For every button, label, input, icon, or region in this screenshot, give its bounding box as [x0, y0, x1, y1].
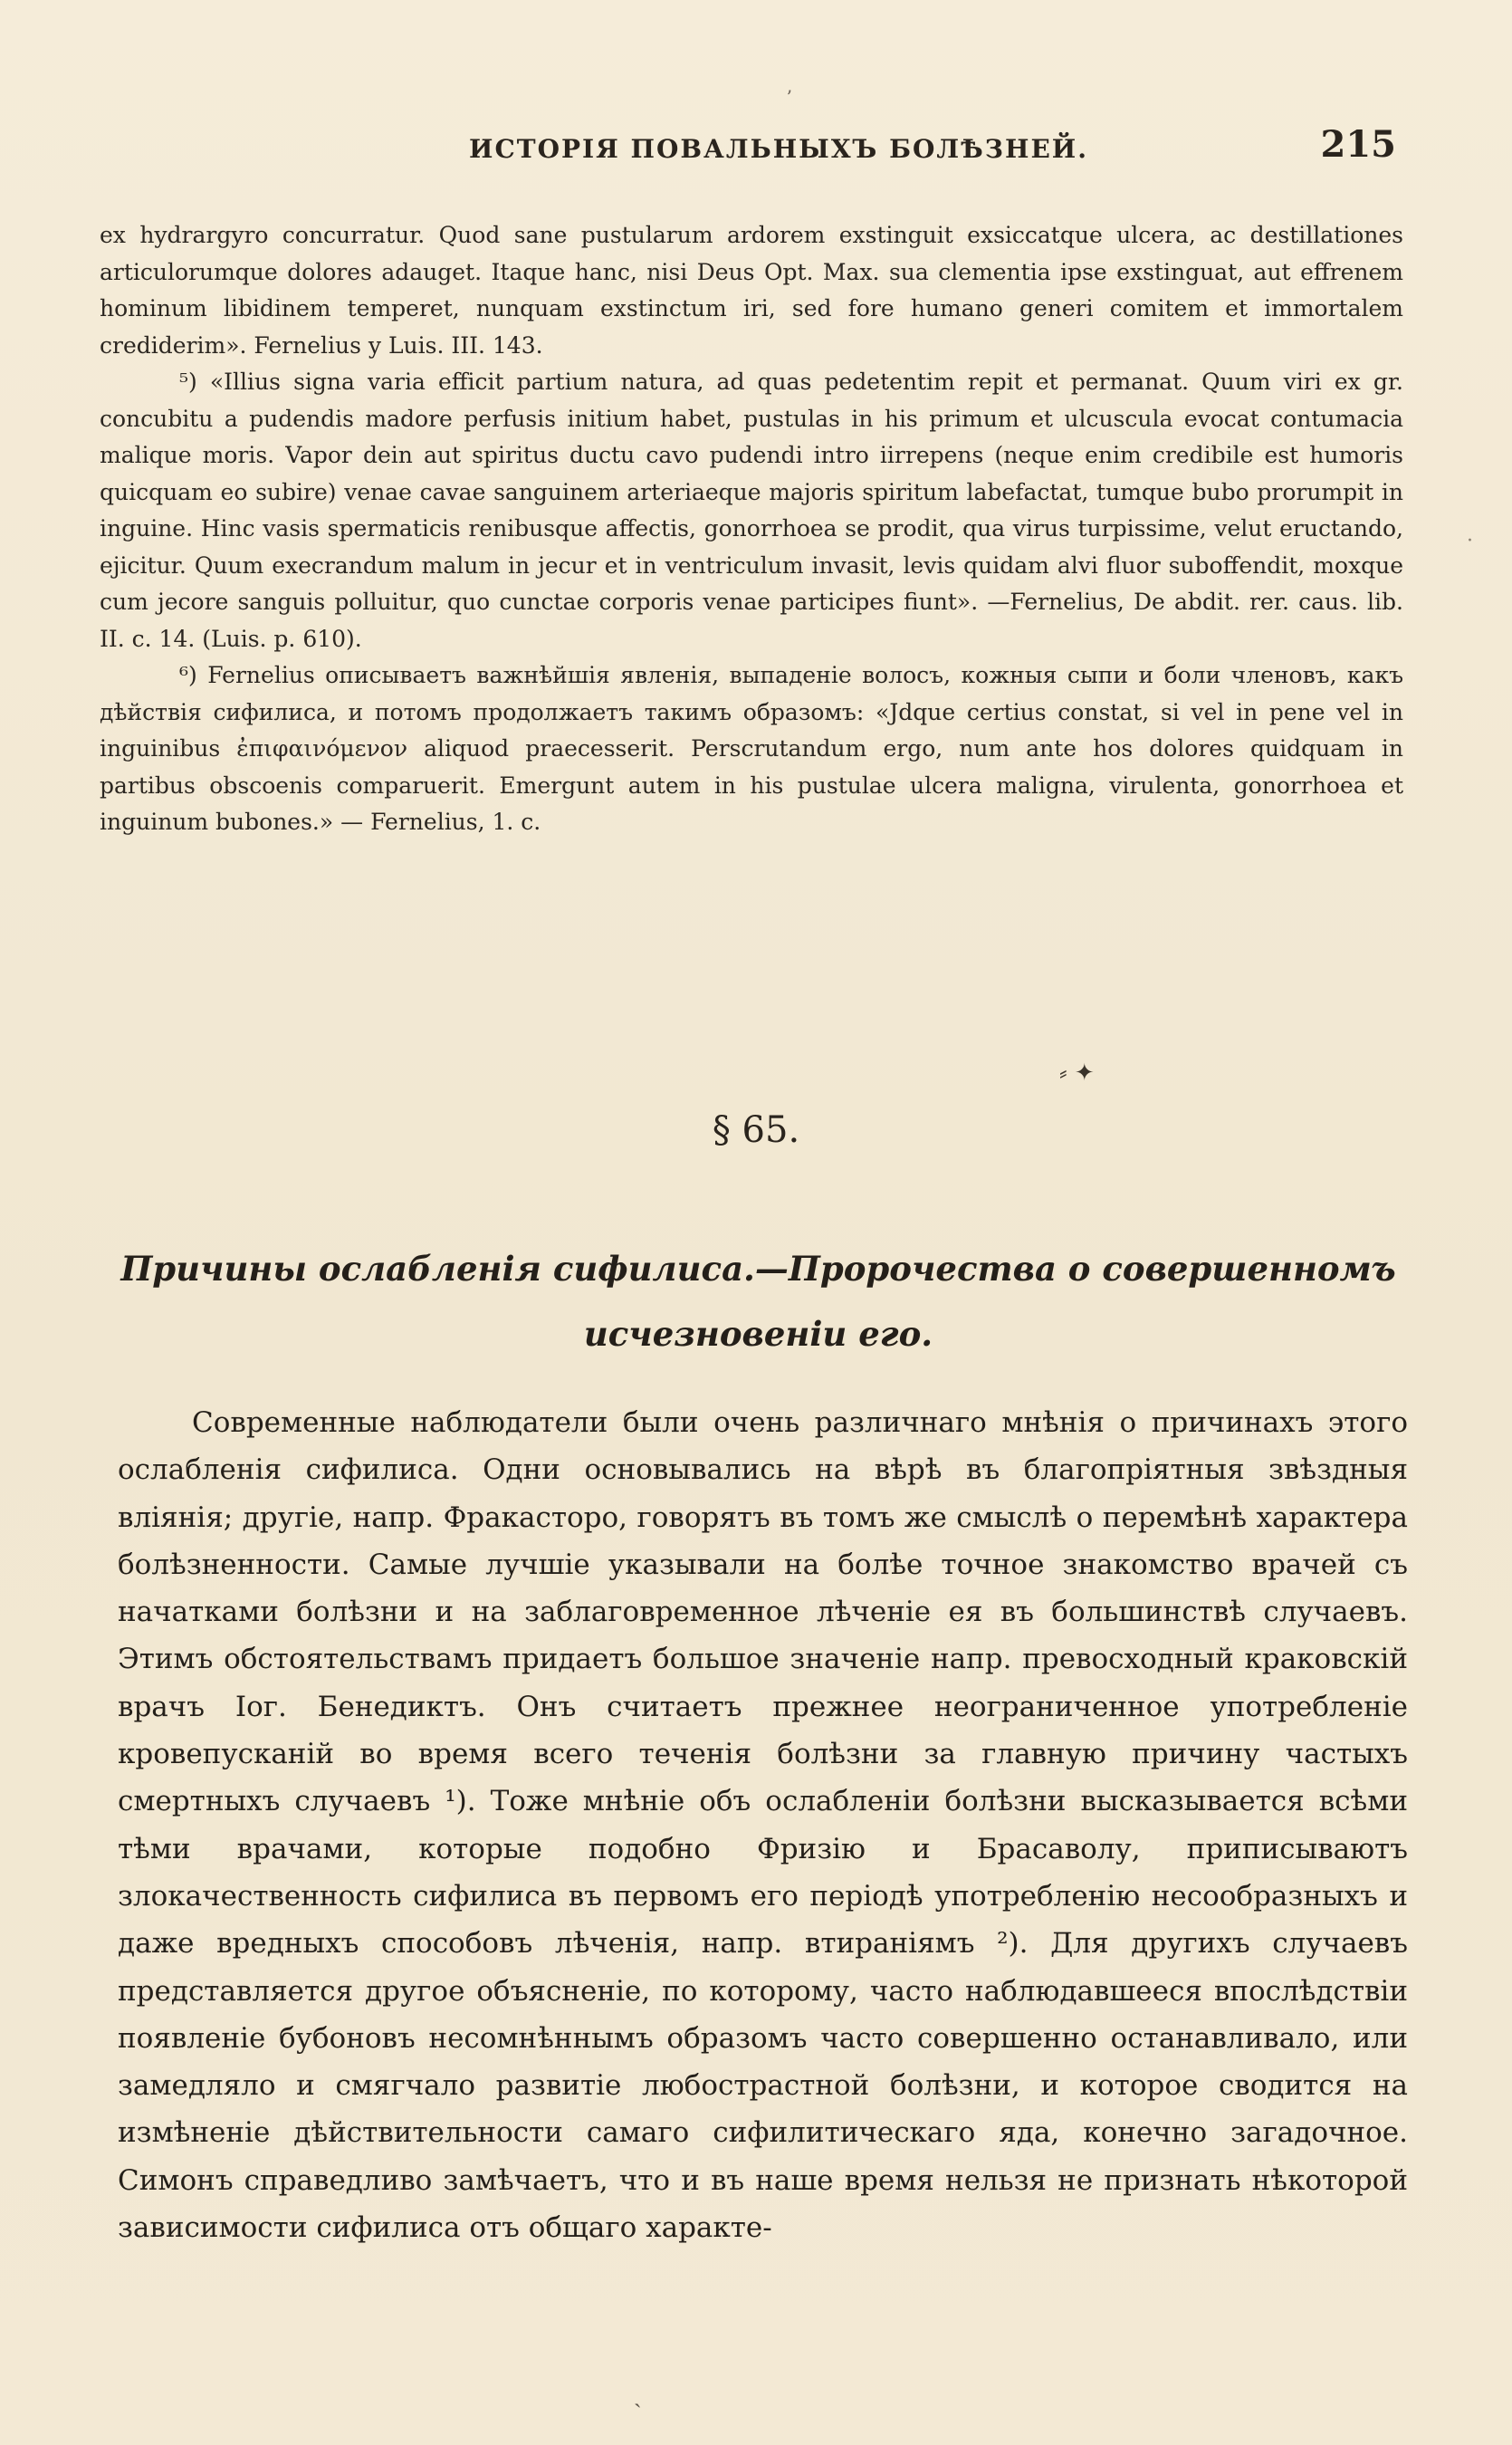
body-text: [118, 1399, 1408, 2251]
ink-tick: ʼ: [786, 86, 792, 108]
section-title: Причины ослабленія сифилиса.—Пророчества о совершенномъ исчезновеніи его.: [120, 1249, 1396, 1354]
ink-mark: ˎ: [634, 2382, 642, 2409]
footnote-6: ⁶) Fernelius описываетъ важнѣйшія явленія, выпаденіе волосъ, кожныя сыпи и боли членовъ, какъ дѣйствія сифилиса, и потомъ продолжаетъ такимъ образомъ: «Jdque certius constat, si vel in pene vel in inguinibus ἐπιφαινόμενον aliquod praecesserit. Perscrutandum ergo, num ante hos dolores quidquam in partibus obscoenis comparuerit. Emergunt autem in his pustulae ulcera maligna, virulenta, gonorrhoea et inguinum bubones.» — Fernelius, 1. c.: [100, 662, 1403, 835]
body-paragraph: Современные наблюдатели были очень различнаго мнѣнія о причинахъ этого ослабленія сифилиса. Одни основывались на вѣрѣ въ благопріятныя звѣздныя вліянія; другіе, напр. Фракасторо, говорятъ въ томъ же смыслѣ о перемѣнѣ характера болѣзненности. Самые лучшіе указывали на болѣе точное знакомство врачей съ начатками болѣзни и на заблаговременное лѣченіе ея въ большинствѣ случаевъ. Этимъ обстоятельствамъ придаетъ большое значеніе напр. превосходный краковскій врачъ Іог. Бенедиктъ. Онъ считаетъ прежнее неограниченное употребленіе кровепусканій во время всего теченія болѣзни за главную причину частыхъ смертныхъ случаевъ ¹). Тоже мнѣніе объ ослабленіи болѣзни высказывается всѣми тѣми врачами, которые подобно Фризію и Брасаволу, приписываютъ злокачественность сифилиса въ первомъ его періодѣ употребленію несообразныхъ и даже вредныхъ способовъ лѣченія, напр. втираніямъ ²). Для другихъ случаевъ представляется другое объясненіе, по которому, часто наблюдавшееся впослѣдствіи появленіе бубоновъ несомнѣннымъ образомъ часто совершенно останавливало, или замедляло и смягчало развитіе любострастной болѣзни, и которое сводится на измѣненіе дѣйствительности самаго сифилитическаго яда, конечно загадочное. Симонъ справедливо замѣчаетъ, что и въ наше время нельзя не признать нѣкоторой зависимости сифилиса отъ общаго характе-: [118, 1406, 1408, 2245]
footnotes-block: [100, 217, 1403, 841]
margin-mark: ·: [1467, 530, 1473, 552]
footnote-continuation: ex hydrargyro concurratur. Quod sane pustularum ardorem exstinguit exsiccatque ulcera, ac destillationes articulorumque dolores adauget. Itaque hanc, nisi Deus Opt. Max. sua clementia ipse exstinguat, aut effrenem hominum libidinem temperet, nunquam exstinctum iri, sed fore humano generi comitem et immortalem crediderim». Fernelius y Luis. III. 143.: [100, 222, 1403, 359]
footnote-5: ⁵) «Illius signa varia efficit partium natura, ad quas pedetentim repit et permanat. Quum viri ex gr. concubitu a pudendis madore perfusis initium habet, pustulas in his primum et ulcuscula evocat contumacia malique moris. Vapor dein aut spiritus ductu cavo pudendi intro iirrepens (neque enim credibile est humoris quicquam eo subire) venae cavae sanguinem arteriaeque majoris spiritum labefactat, tumque bubo prorumpit in inguine. Hinc vasis spermaticis renibusque affectis, gonorrhoea se prodit, qua virus turpissime, velut eructando, ejicitur. Quum execrandum malum in jecur et in ventriculum invasit, levis quidam alvi fluor suboffendit, moxque cum jecore sanguis polluitur, quo cunctae corporis venae participes fiunt». —Fernelius, De abdit. rer. caus. lib. II. c. 14. (Luis. p. 610).: [100, 369, 1403, 652]
section-ornament: ⸗ ✦: [1059, 1060, 1095, 1087]
section-number: § 65.: [712, 1109, 800, 1151]
page-number: 215: [1320, 123, 1396, 166]
running-head: ИСТОРІЯ ПОВАЛЬНЫХЪ БОЛѢЗНЕЙ.: [469, 134, 1089, 164]
page-header: [116, 123, 1396, 183]
